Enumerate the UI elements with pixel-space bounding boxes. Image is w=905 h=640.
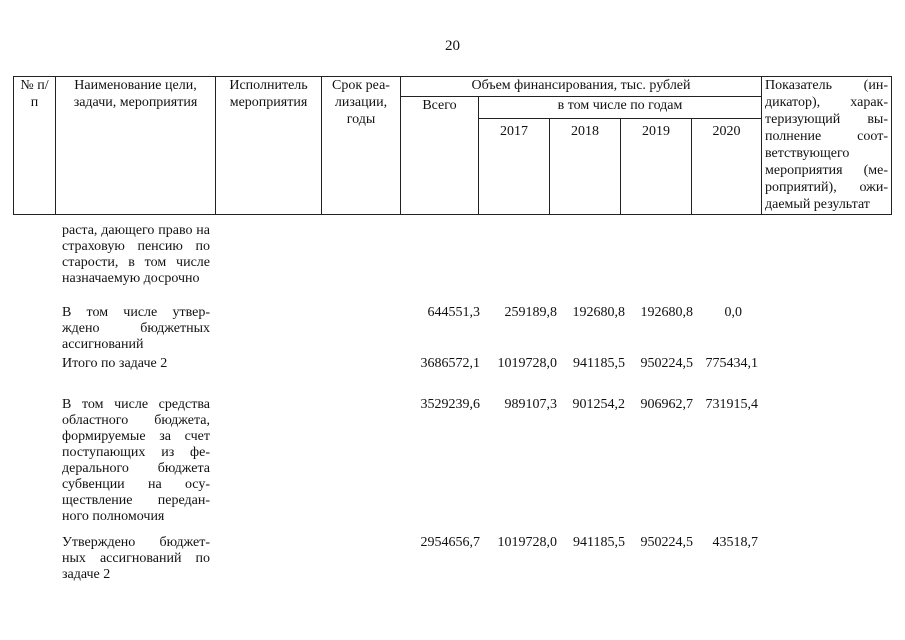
row-0-name: раста, дающего право на страховую пенсию по старости, в том числе назначаемую досрочно bbox=[62, 223, 210, 286]
table-header bbox=[13, 76, 892, 215]
row-4-2018: 941185,5 bbox=[573, 535, 625, 550]
row-1-2019: 192680,8 bbox=[640, 305, 693, 320]
row-4-2017: 1019728,0 bbox=[497, 535, 557, 550]
header-num: № п/п bbox=[14, 77, 56, 215]
row-3-total: 3529239,6 bbox=[420, 397, 480, 412]
row-4-total: 2954656,7 bbox=[420, 535, 480, 550]
header-term: Срок реа-лизации, годы bbox=[322, 77, 401, 215]
row-3-2019: 906962,7 bbox=[640, 397, 693, 412]
row-4-name: Утверждено бюджет-ных ассигнований по задаче 2 bbox=[62, 535, 210, 582]
row-1-total: 644551,3 bbox=[427, 305, 480, 320]
header-indicator: Показатель (ин-дикатор), харак-теризующий вы-полнение соот-ветствующего мероприятия (ме-роприятий), ожи-даемый результат bbox=[762, 77, 892, 215]
header-year-2020: 2020 bbox=[692, 119, 762, 215]
row-3-2018: 901254,2 bbox=[572, 397, 625, 412]
row-1-2017: 259189,8 bbox=[504, 305, 557, 320]
header-executor: Исполнитель мероприятия bbox=[216, 77, 322, 215]
row-2-total: 3686572,1 bbox=[420, 356, 480, 371]
header-funding: Объем финансирования, тыс. рублей bbox=[401, 77, 762, 97]
header-year-2017: 2017 bbox=[479, 119, 550, 215]
row-1-2018: 192680,8 bbox=[572, 305, 625, 320]
row-2-2020: 775434,1 bbox=[705, 356, 758, 371]
header-by-years: в том числе по годам bbox=[479, 97, 762, 119]
row-2-2017: 1019728,0 bbox=[497, 356, 557, 371]
page-number: 20 bbox=[445, 38, 460, 54]
row-2-2018: 941185,5 bbox=[573, 356, 625, 371]
row-1-name: В том числе утвер-ждено бюджетных ассигнований bbox=[62, 305, 210, 352]
row-3-2017: 989107,3 bbox=[504, 397, 557, 412]
row-2-2019: 950224,5 bbox=[640, 356, 693, 371]
header-year-2019: 2019 bbox=[621, 119, 692, 215]
row-2-name: Итого по задаче 2 bbox=[62, 356, 168, 371]
row-3-2020: 731915,4 bbox=[705, 397, 758, 412]
row-1-2020: 0,0 bbox=[724, 305, 742, 320]
row-4-2020: 43518,7 bbox=[712, 535, 758, 550]
row-4-2019: 950224,5 bbox=[640, 535, 693, 550]
header-name: Наименование цели, задачи, мероприятия bbox=[56, 77, 216, 215]
row-3-name: В том числе средства областного бюджета, формируемые за счет поступающих из фе-дерального бюджета субвенции на осу-ществление передан-ного полномочия bbox=[62, 397, 210, 524]
header-year-2018: 2018 bbox=[550, 119, 621, 215]
header-total: Всего bbox=[401, 97, 479, 215]
